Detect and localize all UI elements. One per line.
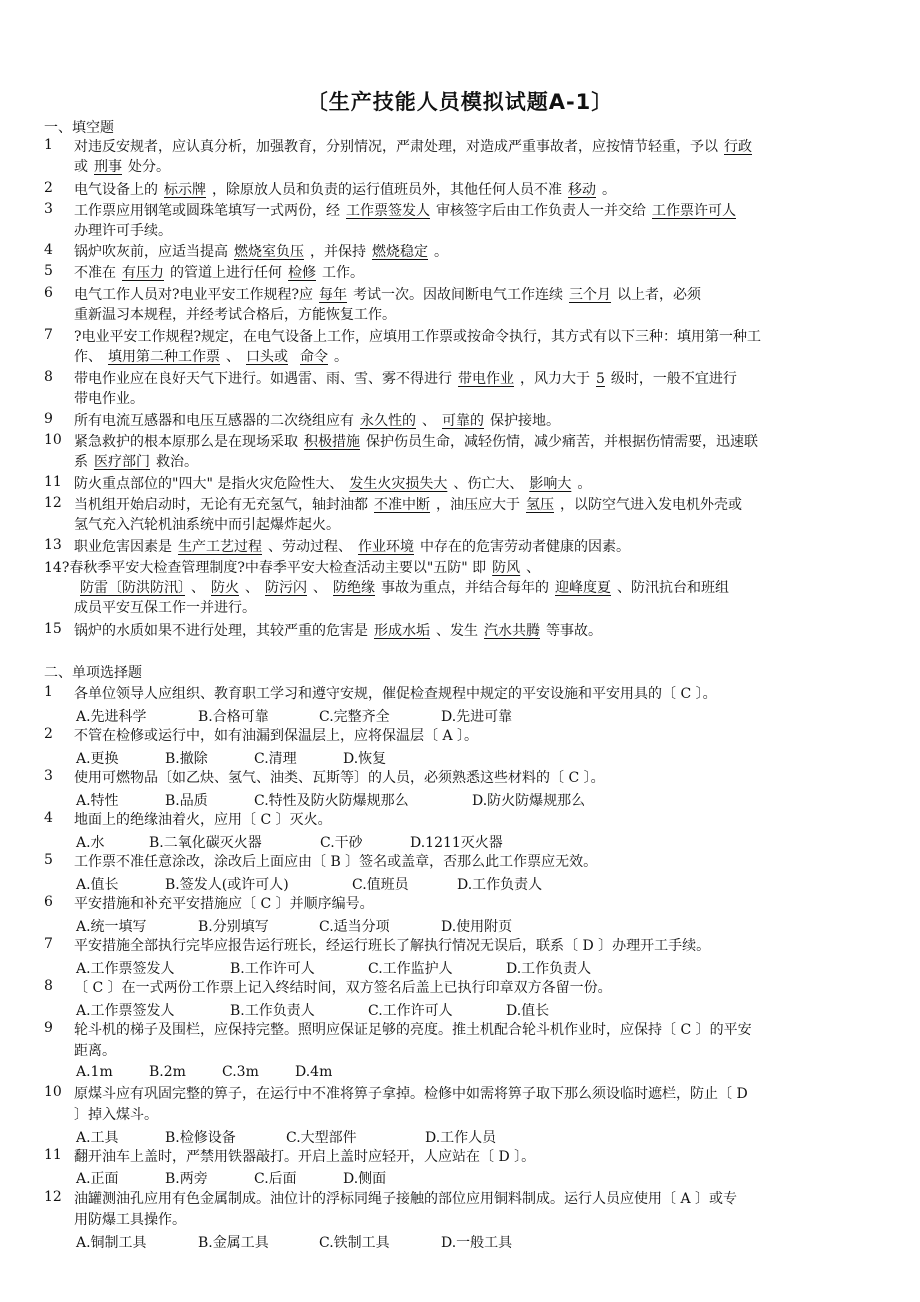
question-text: 救治。 <box>156 454 198 470</box>
question-number: 6 <box>44 285 53 301</box>
question-text: 、伤亡大、 <box>453 476 524 492</box>
choice-option: A.特性 <box>76 793 119 809</box>
choice-question-text: 油罐测油孔应用有色金属制成。油位计的浮标同绳子接触的部位应用铜料制成。运行人员应使用〔 A 〕或专 <box>74 1191 738 1207</box>
choice-option: D.1211灭火器 <box>410 835 503 851</box>
question-text: 、 <box>226 349 240 365</box>
fill-question-line <box>74 474 591 494</box>
choice-option: D.值长 <box>506 1003 550 1019</box>
question-text: 保护伤员生命，减轻伤情，减少痛苦，并根据伤情需要，迅速联 <box>366 434 758 450</box>
question-text: 成员平安互保工作一并进行。 <box>74 600 256 616</box>
question-number: 9 <box>44 411 53 427</box>
choice-question-text: 原煤斗应有巩固完整的箅子，在运行中不准将箅子拿掉。检修中如需将箅子取下那么须设临时遮栏，防止〔 D <box>74 1086 748 1102</box>
answer-blank: 燃烧室负压 <box>234 244 304 260</box>
choice-option: A.工作票签发人 <box>76 1003 175 1019</box>
answer-blank: 汽水共腾 <box>484 623 540 639</box>
question-text: 处分。 <box>128 159 170 175</box>
choice-question-text: 平安措施全部执行完毕应报告运行班长，经运行班长了解执行情况无误后，联系〔 D 〕办理开工手续。 <box>74 938 711 954</box>
fill-question-line <box>74 411 560 431</box>
question-text: 带电作业应在良好天气下进行。如遇雷、雨、雪、雾不得进行 <box>74 371 452 387</box>
question-text: 作、 <box>74 349 102 365</box>
fill-question-line <box>74 137 758 157</box>
question-text: 。 <box>602 182 616 198</box>
question-text: 紧急救护的根本原那么是在现场采取 <box>74 434 298 450</box>
question-number: 1 <box>44 137 53 153</box>
fill-question-line <box>74 221 172 241</box>
question-text: 、 <box>526 560 541 576</box>
choice-option: D.防火防爆规那么 <box>472 793 586 809</box>
choice-option: D.先进可靠 <box>441 709 513 725</box>
answer-blank: 生产工艺过程 <box>178 539 262 555</box>
question-text: 电气工作人员对?电业平安工作规程?应 <box>74 287 314 303</box>
choice-question-text: 距离。 <box>74 1043 116 1059</box>
fill-question-line <box>74 515 340 535</box>
choice-question-text: 〔 C 〕在一式两份工作票上记入终结时间，双方签名后盖上已执行印章双方各留一份。 <box>74 980 612 996</box>
question-text: 职业危害因素是 <box>74 539 172 555</box>
question-text: 审核签字后由工作负责人一并交给 <box>436 203 646 219</box>
answer-blank: 标示牌 <box>164 182 206 198</box>
question-text: 系 <box>74 454 88 470</box>
choice-option: D.工作负责人 <box>506 961 592 977</box>
answer-blank: 影响大 <box>529 476 572 492</box>
fill-question-line <box>74 621 602 641</box>
question-text: 重新温习本规程，并经考试合格后，方能恢复工作。 <box>74 307 396 323</box>
question-text: 办理许可手续。 <box>74 223 172 239</box>
answer-blank: 口头或 <box>246 349 288 365</box>
answer-blank: 迎峰度夏 <box>555 580 611 596</box>
choice-option: B.金属工具 <box>198 1235 269 1251</box>
choice-option: A.正面 <box>76 1171 119 1187</box>
choice-question-text: 轮斗机的梯子及围栏，应保持完整。照明应保证足够的亮度。推土机配合轮斗机作业时，应保持〔 C 〕的平安 <box>74 1022 752 1038</box>
choice-option: B.签发人(或许可人) <box>165 877 289 893</box>
question-text: 、 <box>245 580 259 596</box>
question-text: 的管道上进行任何 <box>170 265 282 281</box>
fill-question-line <box>74 285 701 305</box>
choice-option: B.工作负责人 <box>230 1003 315 1019</box>
question-number: 10 <box>44 1084 62 1100</box>
question-text: 氢气充入汽轮机油系统中而引起爆炸起火。 <box>74 517 340 533</box>
question-text: 或 <box>74 159 88 175</box>
fill-question-line <box>74 495 742 515</box>
choice-option: C.工作监护人 <box>368 961 453 977</box>
fill-question-line <box>74 452 198 472</box>
fill-question-line <box>74 305 396 325</box>
question-number: 12 <box>44 495 62 511</box>
fill-question-line <box>74 578 729 598</box>
choice-option: B.品质 <box>165 793 208 809</box>
answer-blank: 带电作业 <box>458 371 514 387</box>
answer-blank: 刑事 <box>94 159 122 175</box>
choice-option: B.分别填写 <box>198 919 269 935</box>
answer-blank: 可靠的 <box>442 413 484 429</box>
answer-blank: 填用第二种工作票 <box>108 349 220 365</box>
question-text: ，油压应大于 <box>436 497 520 513</box>
choice-option: A.铜制工具 <box>76 1235 147 1251</box>
choice-option: C.3m <box>222 1064 259 1080</box>
answer-blank: 积极措施 <box>304 434 360 450</box>
question-text: ，并保持 <box>310 244 366 260</box>
question-number: 2 <box>44 180 53 196</box>
question-text: 、防汛抗台和班组 <box>617 580 729 596</box>
answer-blank: 作业环境 <box>358 539 414 555</box>
question-text: 。 <box>334 349 348 365</box>
fill-question-line <box>74 389 144 409</box>
question-text: 保护接地。 <box>490 413 560 429</box>
question-text: 当机组开始启动时，无论有无充氢气，轴封油都 <box>74 497 368 513</box>
choice-option: A.值长 <box>76 877 119 893</box>
question-text: 等事故。 <box>546 623 602 639</box>
choice-option: C.特性及防火防爆规那么 <box>254 793 409 809</box>
question-text: ?电业平安工作规程?规定，在电气设备上工作，应填用工作票或按命令执行，其方式有以下三种：填用第一种工 <box>74 329 762 345</box>
question-number: 8 <box>44 369 53 385</box>
page-title: 〔生产技能人员模拟试题A-1〕 <box>306 90 614 114</box>
choice-option: C.大型部件 <box>286 1130 357 1146</box>
answer-blank: 防雷〔防洪防汛〕 <box>80 580 185 596</box>
choice-option: B.两旁 <box>165 1171 208 1187</box>
fill-question-line <box>74 157 170 177</box>
fill-question-line <box>74 537 630 557</box>
question-text: 不准在 <box>74 265 116 281</box>
question-text: 带电作业。 <box>74 391 144 407</box>
choice-question-text: 平安措施和补充平安措施应〔 C 〕并顺序编号。 <box>74 896 374 912</box>
answer-blank: 工作票签发人 <box>346 203 430 219</box>
choice-option: D.4m <box>295 1064 333 1080</box>
question-text: ，除原放人员和负责的运行值班员外，其他任何人员不准 <box>212 182 562 198</box>
answer-blank: 每年 <box>319 287 348 303</box>
choice-option: C.适当分项 <box>319 919 390 935</box>
answer-blank: 防风 <box>492 560 521 576</box>
question-text: ，以防空气进入发电机外壳或 <box>560 497 742 513</box>
question-number: 5 <box>44 263 53 279</box>
question-text: 对违反安规者，应认真分析，加强教育，分别情况，严肃处理，对造成严重事故者，应按情节轻重，予以 <box>74 139 718 155</box>
choice-question-text: 各单位领导人应组织、教育职工学习和遵守安规，催促检查规程中规定的平安设施和平安用具的〔 C 〕。 <box>74 686 717 702</box>
choice-option: C.铁制工具 <box>319 1235 390 1251</box>
fill-heading: 一、填空题 <box>44 120 114 136</box>
choice-option: B.撤除 <box>165 751 208 767</box>
question-number: 3 <box>44 201 53 217</box>
choice-option: A.1m <box>76 1064 113 1080</box>
answer-blank: 医疗部门 <box>94 454 150 470</box>
fill-question-line <box>74 242 448 262</box>
question-number: 8 <box>44 978 53 994</box>
question-text: 防火重点部位的"四大" 是指火灾危险性大、 <box>74 476 344 492</box>
fill-question-line <box>74 347 348 367</box>
choice-option: B.合格可靠 <box>198 709 269 725</box>
choice-option: D.恢复 <box>343 751 387 767</box>
choice-question-text: 〕掉入煤斗。 <box>74 1107 158 1123</box>
answer-blank: 5 <box>596 371 605 387</box>
choice-option: C.值班员 <box>352 877 409 893</box>
choice-question-text: 用防爆工具操作。 <box>74 1212 186 1228</box>
choice-option: C.清理 <box>254 751 297 767</box>
question-text: 、发生 <box>436 623 478 639</box>
question-text: 、 <box>422 413 436 429</box>
answer-blank: 防污闪 <box>265 580 307 596</box>
choice-option: C.工作许可人 <box>368 1003 453 1019</box>
choice-heading: 二、单项选择题 <box>44 665 142 681</box>
choice-question-text: 翻开油车上盖时，严禁用铁器敲打。开启上盖时应轻开，人应站在〔 D 〕。 <box>74 1149 536 1165</box>
question-text: 以上者，必须 <box>617 287 702 303</box>
choice-option: B.2m <box>149 1064 186 1080</box>
question-text: 、劳动过程、 <box>268 539 352 555</box>
question-text: 所有电流互感器和电压互感器的二次绕组应有 <box>74 413 354 429</box>
question-text: 。 <box>577 476 592 492</box>
fill-question-line <box>74 327 761 347</box>
question-text: 工作。 <box>322 265 364 281</box>
question-text: 考试一次。因故间断电气工作连续 <box>353 287 564 303</box>
choice-question-text: 不管在检修或运行中，如有油漏到保温层上，应将保温层〔 A 〕。 <box>74 728 479 744</box>
question-text: 事故为重点，并结合每年的 <box>381 580 549 596</box>
fill-question-line <box>74 263 364 283</box>
question-text: 工作票应用钢笔或圆珠笔填写一式两份，经 <box>74 203 340 219</box>
answer-blank: 行政 <box>724 139 752 155</box>
answer-blank: 防火 <box>211 580 239 596</box>
question-text: 级时，一般不宜进行 <box>610 371 737 387</box>
question-number: 2 <box>44 726 53 742</box>
question-text: 、 <box>191 580 205 596</box>
answer-blank: 防绝缘 <box>333 580 375 596</box>
choice-option: B.检修设备 <box>165 1130 236 1146</box>
question-number: 3 <box>44 768 53 784</box>
question-text: ?春秋季平安大检查管理制度?中春季平安大检查活动主要以"五防" 即 <box>61 560 487 576</box>
question-number: 10 <box>44 432 62 448</box>
answer-blank: 三个月 <box>569 287 612 303</box>
answer-blank: 发生火灾损失大 <box>349 476 448 492</box>
choice-option: A.统一填写 <box>76 919 147 935</box>
answer-blank: 永久性的 <box>360 413 416 429</box>
choice-option: A.工作票签发人 <box>76 961 175 977</box>
question-number: 12 <box>44 1189 62 1205</box>
question-number: 1 <box>44 684 53 700</box>
fill-question-line <box>74 432 758 452</box>
choice-option: D.侧面 <box>343 1171 387 1187</box>
choice-option: D.使用附页 <box>441 919 513 935</box>
answer-blank: 不准中断 <box>374 497 430 513</box>
answer-blank: 形成水垢 <box>374 623 430 639</box>
question-text: 锅炉吹灰前，应适当提高 <box>74 244 228 260</box>
question-text: 电气设备上的 <box>74 182 158 198</box>
question-text: ，风力大于 <box>520 371 590 387</box>
fill-question-line <box>44 558 540 578</box>
choice-option: D.一般工具 <box>441 1235 513 1251</box>
question-text: 、 <box>313 580 327 596</box>
choice-option: C.干砂 <box>320 835 363 851</box>
choice-question-text: 使用可燃物品〔如乙炔、氢气、油类、瓦斯等〕的人员，必须熟悉这些材料的〔 C 〕。 <box>74 770 605 786</box>
answer-blank: 有压力 <box>122 265 164 281</box>
answer-blank: 移动 <box>568 182 596 198</box>
question-number: 11 <box>44 1147 62 1163</box>
answer-blank: 燃烧稳定 <box>372 244 428 260</box>
fill-question-line <box>74 180 616 200</box>
question-number: 9 <box>44 1020 53 1036</box>
answer-blank: 工作票许可人 <box>652 203 736 219</box>
fill-question-line <box>74 598 256 618</box>
question-number: 15 <box>44 621 62 637</box>
question-number: 7 <box>44 936 53 952</box>
choice-option: B.工作许可人 <box>230 961 315 977</box>
question-number: 5 <box>44 852 53 868</box>
choice-option: A.先进科学 <box>76 709 147 725</box>
question-number: 11 <box>44 474 62 490</box>
question-number: 7 <box>44 327 53 343</box>
choice-option: C.完整齐全 <box>319 709 390 725</box>
question-text: 锅炉的水质如果不进行处理，其较严重的危害是 <box>74 623 368 639</box>
question-text: 。 <box>434 244 448 260</box>
choice-option: C.后面 <box>254 1171 297 1187</box>
answer-blank: 命令 <box>300 349 328 365</box>
question-number: 6 <box>44 894 53 910</box>
answer-blank: 检修 <box>288 265 316 281</box>
fill-question-line <box>74 201 742 221</box>
choice-question-text: 地面上的绝缘油着火，应用〔 C 〕灭火。 <box>74 812 332 828</box>
question-number: 14 <box>44 560 62 576</box>
question-number: 4 <box>44 242 53 258</box>
choice-option: A.更换 <box>76 751 119 767</box>
answer-blank: 氢压 <box>526 497 554 513</box>
choice-option: D.工作人员 <box>425 1130 497 1146</box>
choice-option: D.工作负责人 <box>457 877 543 893</box>
choice-option: B.二氧化碳灭火器 <box>149 835 262 851</box>
choice-option: A.工具 <box>76 1130 119 1146</box>
choice-question-text: 工作票不准任意涂改，涂改后上面应由〔 B 〕签名或盖章，否那么此工作票应无效。 <box>74 854 598 870</box>
question-number: 4 <box>44 810 53 826</box>
fill-question-line <box>74 369 737 389</box>
question-text: 中存在的危害劳动者健康的因素。 <box>420 539 630 555</box>
question-number: 13 <box>44 537 62 553</box>
choice-option: A.水 <box>76 835 105 851</box>
